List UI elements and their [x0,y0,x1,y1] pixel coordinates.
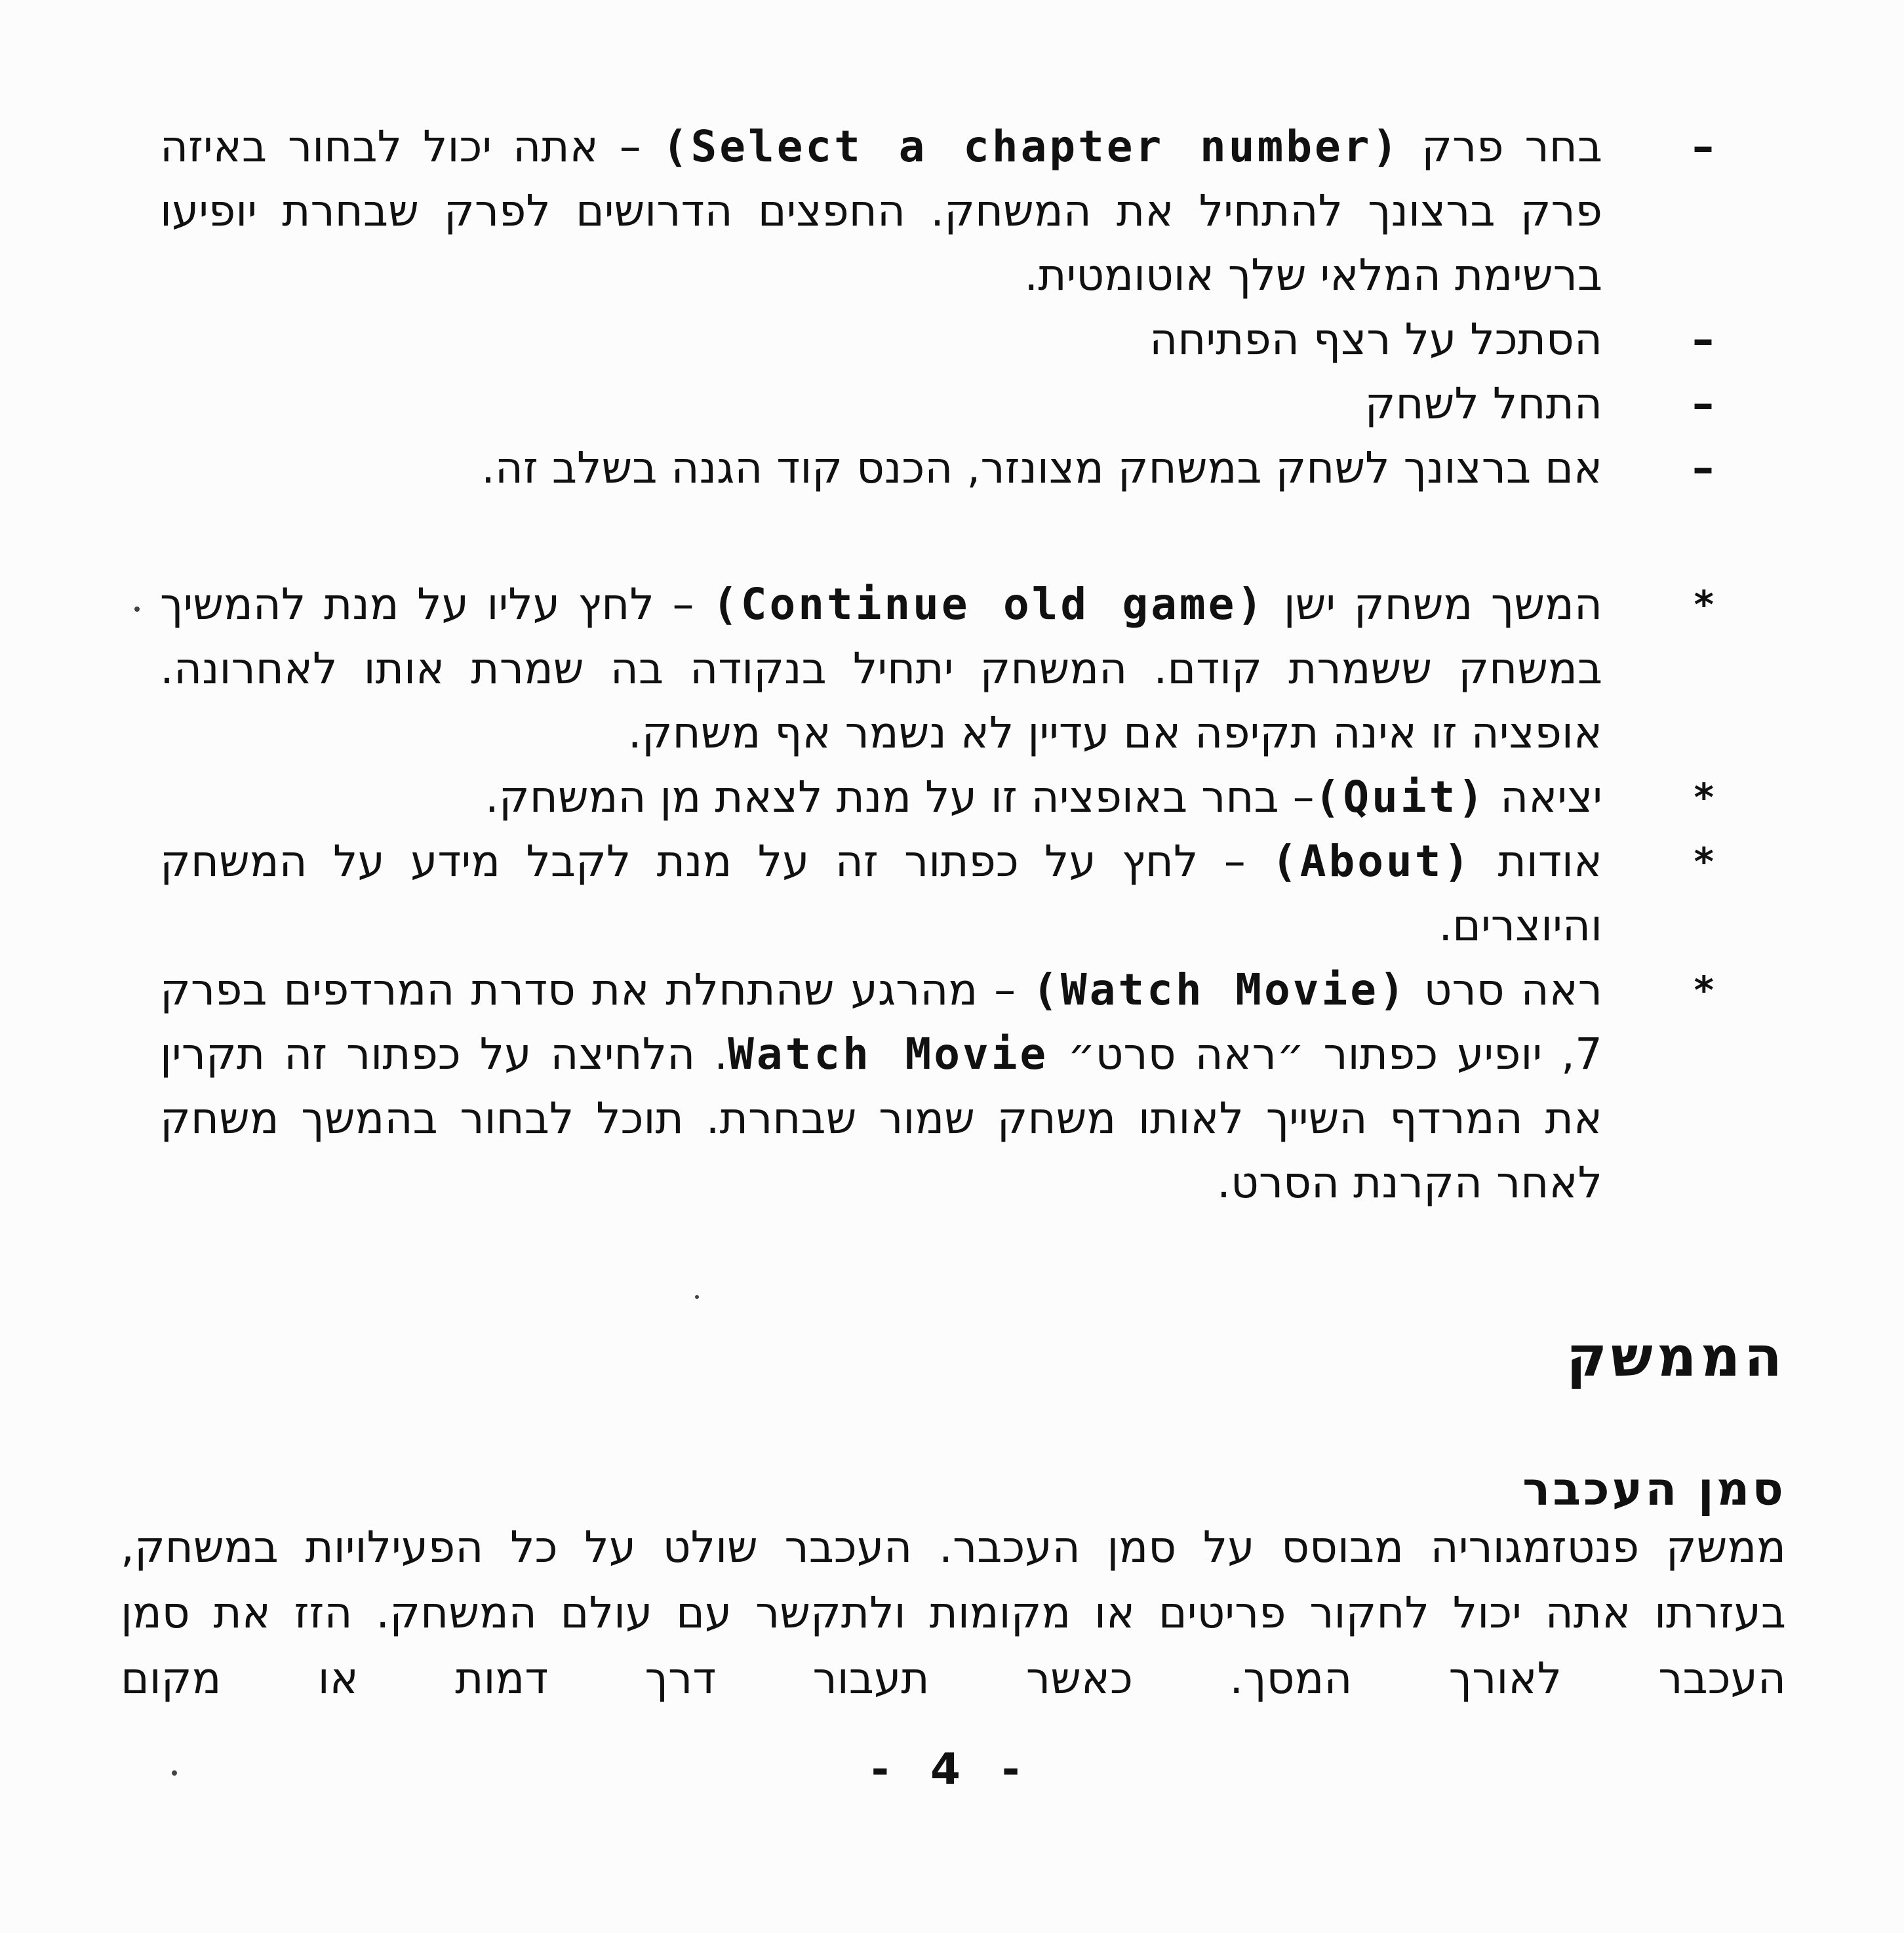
item-text: המשך משחק ישן [1265,579,1602,629]
item-english-term: (Select a chapter number) [662,121,1401,172]
item-text: – מהרגע שהתחלת את סדרת המרדפים בפרק 7, יופיע כפתור ״ראה סרט״ [160,965,1603,1079]
item-english-term: (Watch Movie) [1032,965,1408,1015]
dash-marker: – [1692,378,1714,429]
star-marker: * [1694,839,1714,884]
list-item-watch-movie [160,958,1714,1215]
list-item-start-play [160,372,1714,436]
item-text: אודות [1472,836,1603,887]
subsection-title: סמן העכבר [1522,1462,1786,1516]
item-text: – בחר באופציה זו על מנת לצאת מן המשחק. [485,772,1315,822]
item-text: יציאה [1486,772,1602,822]
item-text: . הלחיצה על כפתור זה תקרין את המרדף השייך לאותו משחק שמור שבחרת. תוכל לבחור בהמשך משחק לאחר הקרנת הסרט. [160,1029,1602,1208]
item-text: – לחץ על כפתור זה על מנת לקבל מידע על המשחק והיוצרים. [160,836,1602,951]
item-english-term: (Continue old game) [712,579,1266,629]
star-marker: * [1694,968,1714,1012]
list-item-continue-old-game [160,572,1714,765]
dash-marker: – [1692,443,1714,493]
item-text: התחל לשחק [1364,378,1602,429]
section-title: הממשק [1566,1325,1786,1389]
list-spacer [160,500,1714,572]
page-number: - 4 - [871,1744,1033,1795]
options-list [160,115,1714,1215]
list-item-censored-code [160,436,1714,500]
list-item-select-chapter [160,115,1714,308]
item-text: בחר פרק [1400,121,1602,172]
item-english-term: (Quit) [1314,772,1487,822]
body-paragraph: ממשק פנטזמגוריה מבוסס על סמן העכבר. העכבר שולט על כל הפעילויות במשחק, בעזרתו אתה יכול לחקור פריטים או מקומות ולתקשר עם עולם המשחק. הזז את סמן העכבר לאורך המסך. כאשר תעבור דרך דמות או מקום [121,1522,1786,1704]
list-item-quit [160,765,1714,829]
scan-speck [695,1295,699,1299]
item-text: – אתה יכול לבחור באיזה פרק ברצונך להתחיל את המשחק. החפצים הדרושים לפרק שבחרת יופיעו ברשימת המלאי שלך אוטומטית. [160,121,1602,300]
star-marker: * [1694,582,1714,627]
item-text: – לחץ עליו על מנת להמשיך במשחק ששמרת קודם. המשחק יתחיל בנקודה בה שמרת אותו לאחרונה. אופציה זו אינה תקיפה אם עדיין לא נשמר אף משחק. [160,579,1602,758]
item-english-term: Watch Movie [728,1029,1049,1079]
scan-speck [172,1770,177,1776]
list-item-about [160,829,1714,958]
item-english-term: (About) [1271,836,1473,887]
scan-speck [134,607,140,612]
dash-marker: – [1692,314,1714,365]
star-marker: * [1694,775,1714,820]
dash-marker: – [1692,121,1714,172]
item-text: ראה סרט [1407,965,1602,1015]
item-text: אם ברצונך לשחק במשחק מצונזר, הכנס קוד הגנה בשלב זה. [481,443,1602,493]
item-text: הסתכל על רצף הפתיחה [1149,314,1602,365]
list-item-watch-intro [160,308,1714,372]
